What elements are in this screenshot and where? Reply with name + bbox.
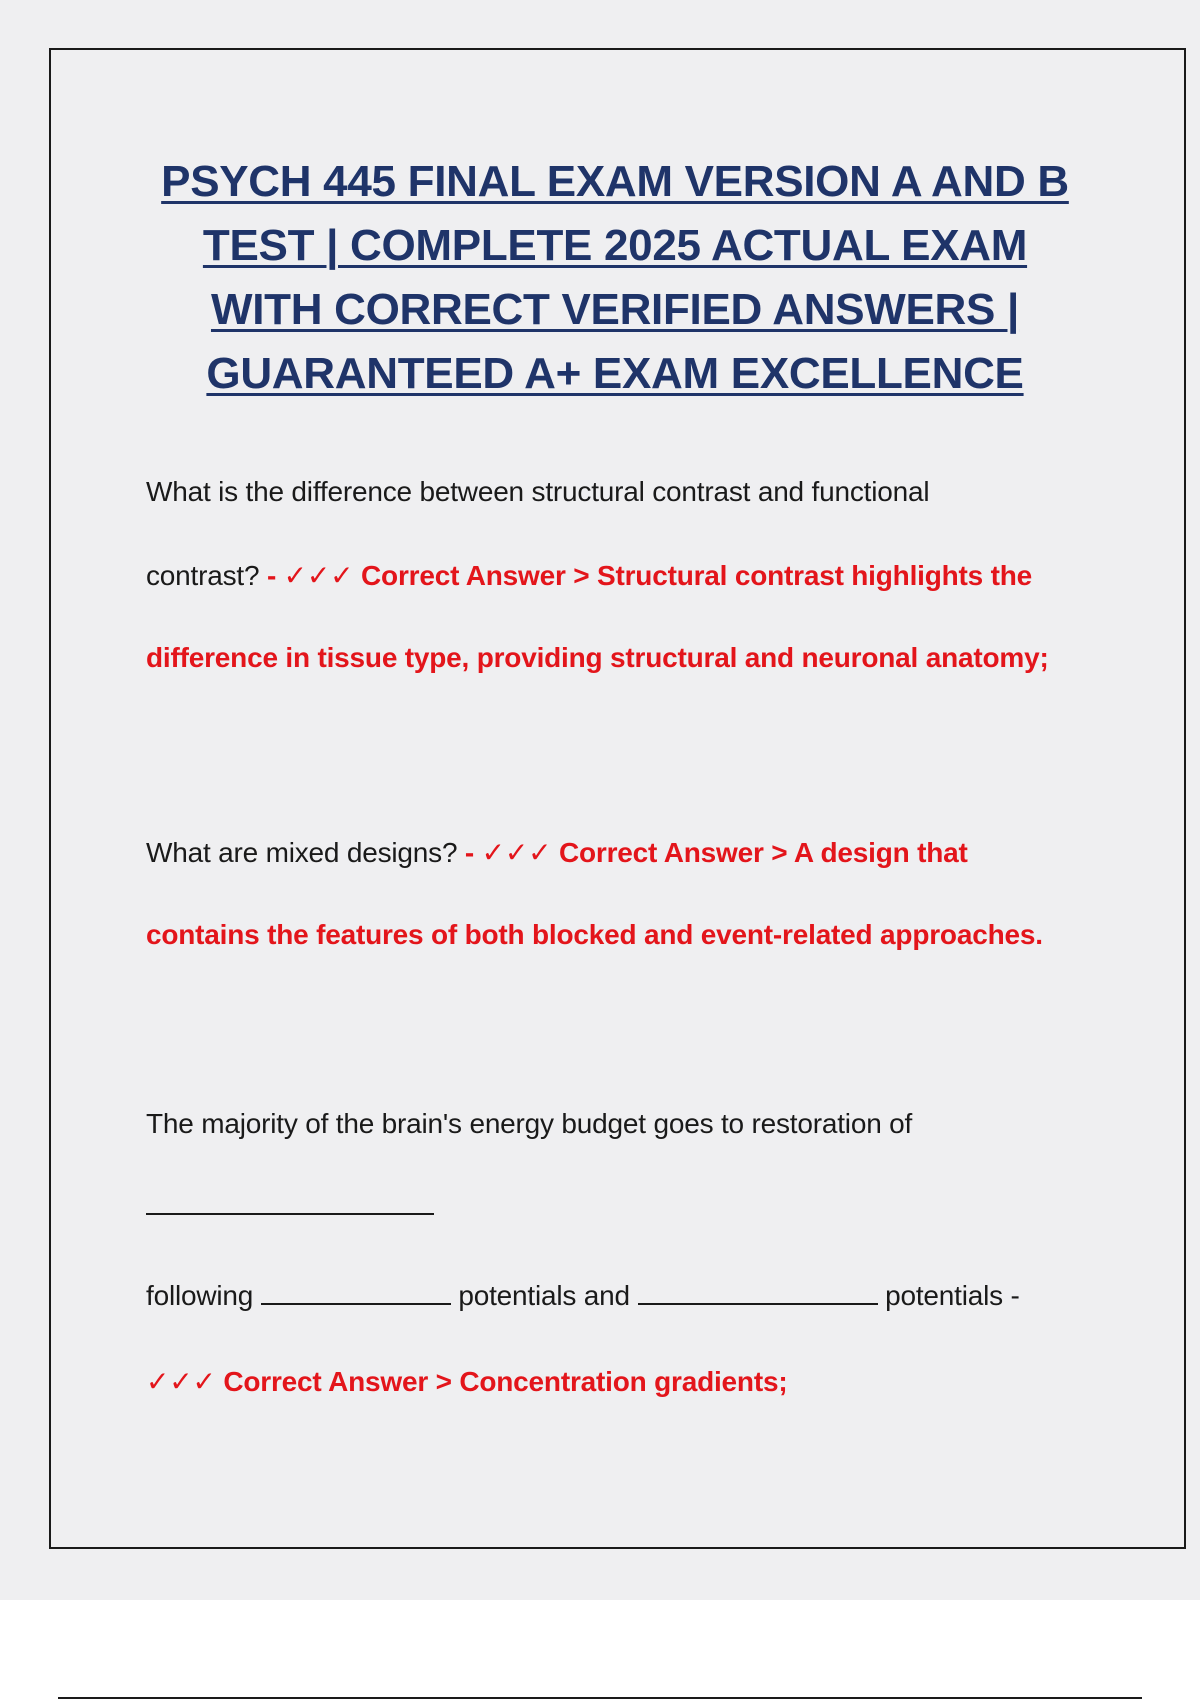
question-1-line-1: What is the difference between structural contrast and functional [146, 476, 930, 507]
title-line-4: GUARANTEED A+ EXAM EXCELLENCE [206, 349, 1024, 398]
question-1-line-2 [146, 559, 1106, 592]
fill-blank-3 [638, 1281, 878, 1305]
answer-3: ✓✓✓ Correct Answer > Concentration gradients; [146, 1366, 788, 1397]
question-3-following: following [146, 1280, 254, 1311]
question-3-line-1: The majority of the brain's energy budget goes to restoration of [146, 1108, 913, 1139]
fill-blank-2 [261, 1281, 451, 1305]
answer-2-start: - ✓✓✓ Correct Answer > A design that [457, 837, 968, 868]
question-3-line-3 [146, 1280, 1106, 1312]
answer-1-line-2: difference in tissue type, providing structural and neuronal anatomy; [146, 642, 1049, 673]
question-3-potentials-end: potentials - [885, 1280, 1020, 1311]
title-line-2: TEST | COMPLETE 2025 ACTUAL EXAM [202, 221, 1028, 270]
question-1-text-end: contrast? [146, 560, 260, 591]
question-3-blank-line [146, 1190, 1106, 1222]
title-line-3: WITH CORRECT VERIFIED ANSWERS | [210, 285, 1020, 334]
question-3-potentials-and: potentials and [458, 1280, 630, 1311]
answer-2-line-2: contains the features of both blocked and event-related approaches. [146, 919, 1043, 950]
title-line-1: PSYCH 445 FINAL EXAM VERSION A AND B [161, 157, 1069, 206]
question-2-line-1 [146, 836, 1106, 869]
fill-blank-1 [146, 1191, 434, 1215]
question-2-text: What are mixed designs? [146, 837, 458, 868]
answer-1-start: - ✓✓✓ Correct Answer > Structural contrast highlights the [259, 560, 1033, 591]
footer-divider [58, 1697, 1142, 1699]
document-title [130, 150, 1100, 406]
